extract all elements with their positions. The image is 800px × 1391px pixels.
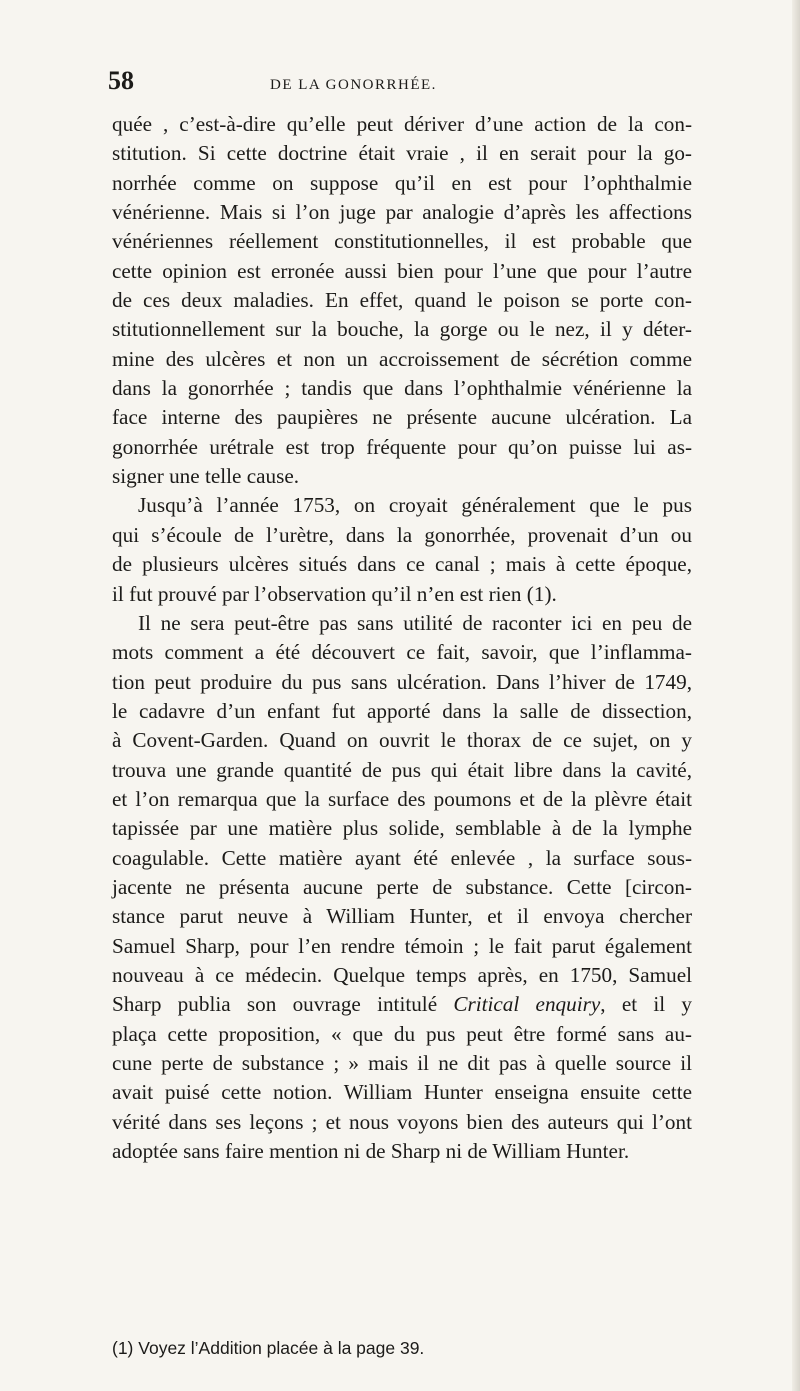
text-line: qui s’écoule de l’urètre, dans la gonorrhée, provenait d’un ou — [112, 522, 692, 547]
book-title: Critical enquiry — [453, 992, 601, 1017]
text-line: signer une telle cause. — [112, 464, 300, 489]
text-line: plaça cette proposition, « que du pus peut être formé sans au- — [112, 1021, 692, 1046]
footnote: (1) Voyez l’Addition placée à la page 39. — [112, 1338, 425, 1358]
text-line: trouva une grande quantité de pus qui était libre dans la cavité, — [112, 757, 692, 782]
text-line: vénérienne. Mais si l’on juge par analogie d’après les affections — [112, 200, 692, 225]
text-line: et l’on remarqua que la surface des poumons et de la plèvre était — [112, 786, 692, 811]
text-line: quée , c’est-à-dire qu’elle peut dériver d’une action de la con- — [112, 112, 692, 136]
text-line: Jusqu’à l’année 1753, on croyait généralement que le pus — [138, 493, 692, 518]
text-line: stance parut neuve à William Hunter, et il envoya chercher — [112, 904, 692, 929]
text-line: mine des ulcères et non un accroissement de sécrétion comme — [112, 346, 692, 371]
text-line: adoptée sans faire mention ni de Sharp ni de William Hunter. — [112, 1139, 630, 1164]
text-line: nouveau à ce médecin. Quelque temps après, en 1750, Samuel — [112, 962, 692, 987]
text-line: le cadavre d’un enfant fut apporté dans la salle de dissection, — [112, 698, 692, 723]
text-line: dans la gonorrhée ; tandis que dans l’ophthalmie vénérienne la — [112, 376, 692, 401]
text-line: de ces deux maladies. En effet, quand le poison se porte con- — [112, 288, 692, 313]
text-line: cune perte de substance ; » mais il ne dit pas à quelle source il — [112, 1051, 692, 1075]
text-line: stitution. Si cette doctrine était vraie , il en serait pour la go- — [112, 141, 692, 166]
body-text — [112, 110, 692, 1166]
text-segment: Sharp publia son ouvrage intitulé — [112, 992, 454, 1017]
text-line: de plusieurs ulcères situés dans ce canal ; mais à cette époque, — [112, 552, 692, 577]
running-title: DE LA GONORRHÉE. — [270, 77, 437, 93]
text-line-with-title — [112, 990, 692, 1019]
text-line: avait puisé cette notion. William Hunter enseigna ensuite cette — [112, 1080, 692, 1105]
text-line: il fut prouvé par l’observation qu’il n’en est rien (1). — [112, 581, 557, 606]
page-number: 58 — [108, 66, 134, 95]
text-line: tapissée par une matière plus solide, semblable à de la lymphe — [112, 816, 692, 841]
text-line: stitutionnellement sur la bouche, la gorge ou le nez, il y déter- — [112, 317, 692, 342]
text-line: à Covent-Garden. Quand on ouvrit le thorax de ce sujet, on y — [112, 728, 692, 753]
text-line: Il ne sera peut-être pas sans utilité de raconter ici en peu de — [138, 610, 692, 635]
text-line: coagulable. Cette matière ayant été enlevée , la surface sous- — [112, 845, 692, 870]
text-line: cette opinion est erronée aussi bien pour l’une que pour l’autre — [112, 258, 692, 283]
text-line: mots comment a été découvert ce fait, savoir, que l’inflamma- — [112, 640, 692, 665]
text-line: gonorrhée urétrale est trop fréquente pour qu’on puisse lui as- — [112, 434, 692, 459]
text-line: Samuel Sharp, pour l’en rendre témoin ; le fait parut également — [112, 933, 692, 958]
text-segment: , et il y — [600, 992, 692, 1017]
text-line: vérité dans ses leçons ; et nous voyons bien des auteurs qui l’ont — [112, 1109, 692, 1134]
text-line: jacente ne présenta aucune perte de substance. Cette [circon- — [112, 874, 692, 899]
text-line: tion peut produire du pus sans ulcération. Dans l’hiver de 1749, — [112, 669, 692, 694]
text-line: vénériennes réellement constitutionnelles, il est probable que — [112, 229, 692, 254]
text-line: norrhée comme on suppose qu’il en est pour l’ophthalmie — [112, 170, 692, 195]
page-header — [108, 66, 688, 98]
page-edge — [792, 0, 800, 1391]
text-line: face interne des paupières ne présente aucune ulcération. La — [112, 405, 692, 430]
